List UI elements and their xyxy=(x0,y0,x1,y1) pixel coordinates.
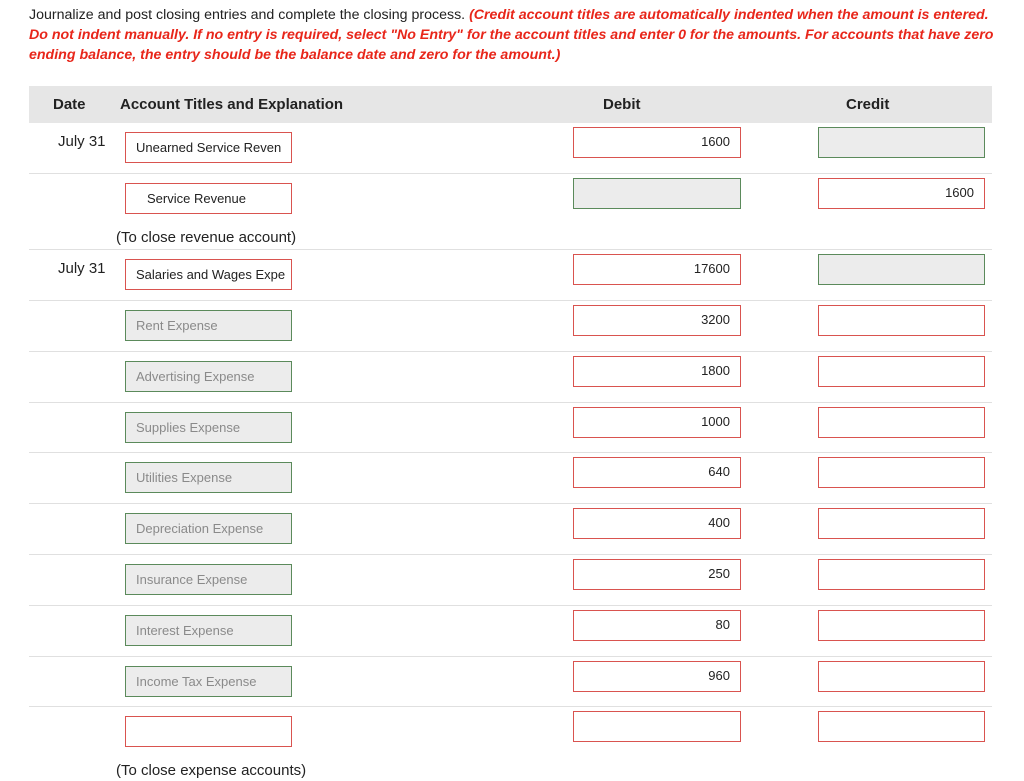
row-divider xyxy=(29,656,992,657)
header-debit: Debit xyxy=(603,96,641,113)
row-divider xyxy=(29,503,992,504)
account-input[interactable]: Unearned Service Reven xyxy=(125,132,292,163)
row-divider xyxy=(29,706,992,707)
credit-input[interactable] xyxy=(818,559,985,590)
row-divider xyxy=(29,249,992,250)
account-input[interactable]: Depreciation Expense xyxy=(125,513,292,544)
table-header xyxy=(29,86,992,123)
account-input[interactable]: Insurance Expense xyxy=(125,564,292,595)
account-input[interactable]: Income Tax Expense xyxy=(125,666,292,697)
header-date: Date xyxy=(53,96,86,113)
row-divider xyxy=(29,605,992,606)
row-divider xyxy=(29,351,992,352)
credit-input[interactable] xyxy=(818,356,985,387)
credit-input[interactable] xyxy=(818,711,985,742)
account-input[interactable]: Interest Expense xyxy=(125,615,292,646)
credit-input[interactable] xyxy=(818,254,985,285)
debit-input[interactable]: 17600 xyxy=(573,254,741,285)
credit-input[interactable] xyxy=(818,610,985,641)
debit-input[interactable] xyxy=(573,178,741,209)
credit-input[interactable] xyxy=(818,508,985,539)
row-divider xyxy=(29,402,992,403)
debit-input[interactable]: 400 xyxy=(573,508,741,539)
account-input[interactable]: Supplies Expense xyxy=(125,412,292,443)
credit-input[interactable] xyxy=(818,661,985,692)
row-divider xyxy=(29,554,992,555)
debit-input[interactable] xyxy=(573,711,741,742)
credit-input[interactable] xyxy=(818,305,985,336)
debit-input[interactable]: 1800 xyxy=(573,356,741,387)
row-divider xyxy=(29,300,992,301)
instructions-text: Journalize and post closing entries and complete the closing process. xyxy=(29,7,470,23)
header-credit: Credit xyxy=(846,96,890,113)
credit-input[interactable]: 1600 xyxy=(818,178,985,209)
credit-input[interactable] xyxy=(818,457,985,488)
entry1-explanation: (To close revenue account) xyxy=(116,229,297,246)
credit-input[interactable] xyxy=(818,407,985,438)
credit-input[interactable] xyxy=(818,127,985,158)
debit-input[interactable]: 3200 xyxy=(573,305,741,336)
instructions xyxy=(29,5,1004,65)
account-input[interactable] xyxy=(125,716,292,747)
entry2-date: July 31 xyxy=(58,260,106,277)
debit-input[interactable]: 1000 xyxy=(573,407,741,438)
debit-input[interactable]: 960 xyxy=(573,661,741,692)
debit-input[interactable]: 1600 xyxy=(573,127,741,158)
account-input[interactable]: Utilities Expense xyxy=(125,462,292,493)
account-input[interactable]: Advertising Expense xyxy=(125,361,292,392)
row-divider xyxy=(29,173,992,174)
account-input[interactable]: Rent Expense xyxy=(125,310,292,341)
entry2-explanation: (To close expense accounts) xyxy=(116,762,307,779)
account-input[interactable]: Salaries and Wages Expe xyxy=(125,259,292,290)
instructions-warning: (Credit account titles are automatically indented when the amount is entered. Do not indent manually. If no entry is required, select "No Entry" for the account titles and enter 0 for the amounts. For accounts that have zero ending balance, the entry should be the balance date and zero for the amount.) xyxy=(29,7,994,63)
entry1-date: July 31 xyxy=(58,133,106,150)
debit-input[interactable]: 640 xyxy=(573,457,741,488)
row-divider xyxy=(29,452,992,453)
debit-input[interactable]: 250 xyxy=(573,559,741,590)
debit-input[interactable]: 80 xyxy=(573,610,741,641)
account-input[interactable]: Service Revenue xyxy=(125,183,292,214)
header-account: Account Titles and Explanation xyxy=(120,96,344,113)
